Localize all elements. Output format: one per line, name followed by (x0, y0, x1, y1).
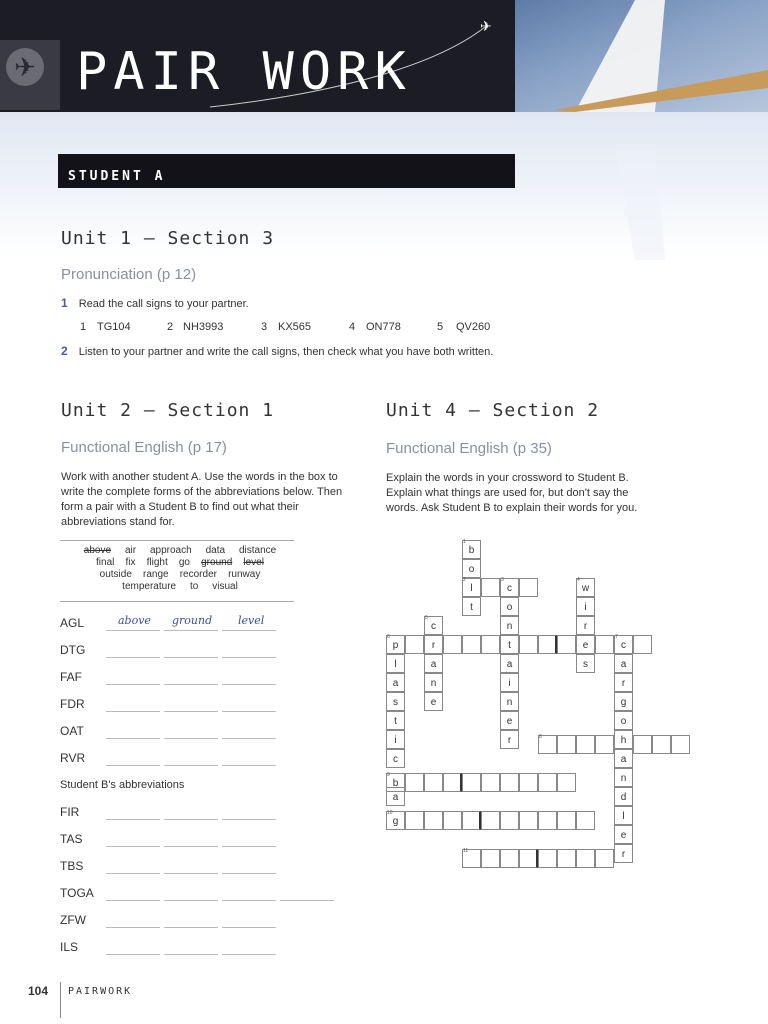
call-sign-num: 3 (261, 321, 268, 333)
crossword-cell[interactable]: g (386, 811, 405, 830)
clue-number: 7 (615, 634, 618, 640)
crossword-cell[interactable]: r (424, 635, 443, 654)
answer-blank[interactable] (106, 873, 160, 874)
crossword-cell[interactable] (519, 849, 538, 868)
unit4-heading: Unit 4 – Section 2 (386, 400, 600, 421)
crossword-cell[interactable]: a (614, 654, 633, 673)
word: distance (238, 545, 277, 556)
answer-blank[interactable] (164, 684, 218, 685)
word: level (243, 557, 264, 568)
abbr-zfw: ZFW (60, 913, 86, 927)
answer-blank[interactable] (222, 819, 276, 820)
crossword-cell[interactable] (538, 849, 557, 868)
crossword-cell[interactable]: l (614, 806, 633, 825)
page-number: 104 (28, 984, 49, 998)
answer-blank[interactable] (164, 819, 218, 820)
answer-blank[interactable] (164, 765, 218, 766)
crossword-cell[interactable]: l (386, 654, 405, 673)
answer-blank[interactable] (106, 711, 160, 712)
word-box-words (60, 545, 300, 593)
word: runway (228, 569, 261, 580)
crossword-cell[interactable]: b (386, 773, 405, 792)
crossword-cell[interactable] (462, 635, 481, 654)
clue-number: 3 (501, 577, 504, 583)
clue-number: 10 (387, 810, 393, 816)
crossword-cell[interactable]: e (576, 635, 595, 654)
clue-number: 6 (387, 634, 390, 640)
crossword-cell[interactable] (557, 635, 576, 654)
crossword-cell[interactable]: c (386, 749, 405, 768)
answer-blank[interactable] (164, 711, 218, 712)
crossword-cell[interactable] (519, 635, 538, 654)
crossword-cell[interactable]: n (424, 673, 443, 692)
answer-blank[interactable] (106, 630, 160, 631)
crossword-cell[interactable] (443, 635, 462, 654)
clue-number: 4 (577, 577, 580, 583)
crossword-cell[interactable]: c (424, 616, 443, 635)
crossword-cell[interactable]: n (500, 692, 519, 711)
answer-blank[interactable] (164, 657, 218, 658)
word: go (178, 557, 190, 568)
answer-blank[interactable] (164, 927, 218, 928)
crossword-cell[interactable] (443, 773, 462, 792)
footer-section: PAIRWORK (68, 986, 133, 997)
crossword-cell[interactable] (519, 578, 538, 597)
crossword-cell[interactable] (576, 735, 595, 754)
unit2-subheading: Functional English (p 17) (61, 439, 227, 456)
crossword-cell[interactable] (557, 735, 576, 754)
crossword-cell[interactable] (519, 811, 538, 830)
crossword-cell[interactable] (405, 635, 424, 654)
crossword-cell[interactable] (595, 849, 614, 868)
crossword-cell[interactable]: a (386, 673, 405, 692)
crossword-cell[interactable] (405, 811, 424, 830)
crossword-cell[interactable]: a (614, 749, 633, 768)
crossword-cell[interactable]: n (614, 768, 633, 787)
call-sign: ON778 (366, 321, 401, 333)
answer-blank[interactable] (222, 684, 276, 685)
crossword-cell[interactable]: t (462, 597, 481, 616)
answer-blank[interactable] (222, 738, 276, 739)
word: ground (201, 557, 233, 568)
crossword-cell[interactable] (424, 811, 443, 830)
answer-blank[interactable] (106, 765, 160, 766)
crossword-cell[interactable]: e (500, 711, 519, 730)
item-number: 1 (61, 296, 68, 310)
abbr-toga: TOGA (60, 886, 94, 900)
crossword-cell[interactable]: a (500, 654, 519, 673)
call-sign: KX565 (278, 321, 312, 333)
crossword-cell[interactable] (462, 811, 481, 830)
airplane-badge (0, 40, 60, 110)
crossword-cell[interactable]: i (386, 730, 405, 749)
svg-text:✈: ✈ (480, 19, 492, 35)
abbr-fir: FIR (60, 805, 80, 819)
unit4-subheading: Functional English (p 35) (386, 440, 552, 457)
clue-number: 9 (387, 772, 390, 778)
crossword-cell[interactable] (500, 849, 519, 868)
answer-blank[interactable] (164, 846, 218, 847)
aircraft-tail-image (515, 0, 768, 260)
airplane-icon: ✈ (6, 48, 44, 86)
crossword-cell[interactable]: t (500, 635, 519, 654)
answer-word: level (238, 614, 265, 627)
crossword-cell[interactable]: o (462, 559, 481, 578)
answer-blank[interactable] (106, 684, 160, 685)
item-text: Read the call signs to your partner. (78, 298, 249, 310)
crossword-cell[interactable]: b (462, 540, 481, 559)
unit1-subheading: Pronunciation (p 12) (61, 266, 197, 283)
abbr-faf: FAF (60, 670, 83, 684)
crossword-cell[interactable] (671, 735, 690, 754)
crossword-cell[interactable]: w (576, 578, 595, 597)
crossword-cell[interactable]: d (614, 787, 633, 806)
call-sign-num: 1 (80, 321, 87, 333)
clue-number: 11 (463, 848, 469, 854)
word: recorder (179, 569, 217, 580)
item-text: Listen to your partner and write the call signs, then check what you have both written. (78, 346, 494, 358)
crossword-cell[interactable] (633, 735, 652, 754)
unit1-item1 (61, 296, 249, 312)
crossword-cell[interactable] (538, 811, 557, 830)
answer-blank[interactable] (164, 738, 218, 739)
crossword-cell[interactable] (576, 811, 595, 830)
answer-blank[interactable] (106, 900, 160, 901)
crossword-cell[interactable]: l (462, 578, 481, 597)
answer-blank[interactable] (106, 927, 160, 928)
answer-blank[interactable] (280, 900, 334, 901)
crossword-cell[interactable] (481, 578, 500, 597)
word: approach (149, 545, 192, 556)
crossword-cell[interactable] (481, 635, 500, 654)
answer-blank[interactable] (222, 657, 276, 658)
word: outside (99, 569, 132, 580)
crossword-cell[interactable] (481, 811, 500, 830)
answer-blank[interactable] (164, 873, 218, 874)
crossword-cell[interactable] (481, 849, 500, 868)
abbr-agl: AGL (60, 616, 85, 630)
abbr-rvr: RVR (60, 751, 86, 765)
answer-blank[interactable] (164, 630, 218, 631)
crossword-cell[interactable]: a (424, 654, 443, 673)
unit2-heading: Unit 2 – Section 1 (61, 400, 275, 421)
abbr-fdr: FDR (60, 697, 85, 711)
crossword-cell[interactable] (557, 773, 576, 792)
crossword-cell[interactable] (538, 773, 557, 792)
crossword-cell[interactable]: e (424, 692, 443, 711)
unit1-heading: Unit 1 – Section 3 (61, 228, 275, 249)
student-b-label: Student B's abbreviations (60, 779, 185, 791)
answer-blank[interactable] (106, 954, 160, 955)
word: range (143, 569, 169, 580)
crossword-cell[interactable] (633, 635, 652, 654)
crossword-cell[interactable] (500, 773, 519, 792)
answer-blank[interactable] (222, 846, 276, 847)
answer-blank[interactable] (222, 711, 276, 712)
answer-blank[interactable] (106, 819, 160, 820)
crossword-cell[interactable]: h (614, 730, 633, 749)
clue-number: 1 (463, 539, 466, 545)
student-label: STUDENT A (68, 169, 166, 184)
answer-blank[interactable] (106, 738, 160, 739)
crossword-cell[interactable] (576, 849, 595, 868)
clue-number: 2 (463, 577, 466, 583)
answer-blank[interactable] (222, 630, 276, 631)
crossword-cell[interactable]: s (386, 692, 405, 711)
crossword-cell[interactable]: p (386, 635, 405, 654)
footer-divider (60, 982, 61, 1018)
abbr-oat: OAT (60, 724, 84, 738)
crossword-cell[interactable] (557, 811, 576, 830)
answer-blank[interactable] (222, 954, 276, 955)
word-row (60, 581, 300, 593)
answer-word: above (118, 614, 151, 627)
abbr-dtg: DTG (60, 643, 86, 657)
crossword-cell[interactable]: o (614, 711, 633, 730)
crossword-cell[interactable]: o (500, 597, 519, 616)
unit2-instructions: Work with another student A. Use the words in the box to write the complete forms of the abbreviations below. Then form a pair with a Student B to find out what their abbreviations stand for. (61, 471, 343, 528)
crossword-cell[interactable]: s (576, 654, 595, 673)
call-sign-num: 2 (167, 321, 174, 333)
answer-blank[interactable] (164, 954, 218, 955)
unit1-item2 (61, 344, 493, 360)
crossword-cell[interactable]: c (500, 578, 519, 597)
word: above (83, 545, 112, 556)
clue-number: 5 (425, 615, 428, 621)
answer-blank[interactable] (222, 927, 276, 928)
crossword-cell[interactable]: r (614, 673, 633, 692)
word-row (60, 569, 300, 581)
crossword-cell[interactable]: e (614, 825, 633, 844)
word: to (190, 581, 199, 592)
word: final (96, 557, 115, 568)
crossword-cell[interactable]: i (500, 673, 519, 692)
crossword-cell[interactable]: g (614, 692, 633, 711)
abbr-ils: ILS (60, 940, 79, 954)
crossword-cell[interactable] (595, 635, 614, 654)
word: fix (125, 557, 136, 568)
crossword-cell[interactable]: r (614, 844, 633, 863)
clue-number: 8 (539, 734, 542, 740)
crossword-cell[interactable]: t (386, 711, 405, 730)
call-sign-num: 4 (349, 321, 356, 333)
crossword-cell[interactable]: n (500, 616, 519, 635)
answer-blank[interactable] (222, 873, 276, 874)
item-number: 2 (61, 344, 68, 358)
crossword-cell[interactable]: r (500, 730, 519, 749)
word: air (124, 545, 137, 556)
answer-blank[interactable] (222, 900, 276, 901)
word: data (205, 545, 226, 556)
call-sign: NH3993 (183, 321, 224, 333)
unit4-instructions: Explain the words in your crossword to Student B. Explain what things are used for, but don't say the words. Ask Student B to explain their words for you. (386, 472, 638, 514)
crossword-cell[interactable] (481, 773, 500, 792)
crossword-cell[interactable] (500, 811, 519, 830)
crossword-cell[interactable] (538, 635, 557, 654)
crossword-cell[interactable]: a (386, 787, 405, 806)
crossword-cell[interactable] (424, 773, 443, 792)
word: visual (212, 581, 238, 592)
crossword-cell[interactable]: i (576, 597, 595, 616)
crossword-cell[interactable] (652, 735, 671, 754)
crossword-cell[interactable] (595, 735, 614, 754)
answer-blank[interactable] (222, 765, 276, 766)
sky-photo (515, 0, 768, 112)
answer-blank[interactable] (106, 846, 160, 847)
crossword-cell[interactable] (519, 773, 538, 792)
crossword-cell[interactable] (405, 773, 424, 792)
word-row (60, 545, 300, 557)
abbr-tas: TAS (60, 832, 83, 846)
word-row (60, 557, 300, 569)
page-title: PAIR WORK (76, 42, 412, 102)
call-sign: QV260 (456, 321, 491, 333)
answer-blank[interactable] (164, 900, 218, 901)
crossword-cell[interactable] (462, 773, 481, 792)
word: temperature (122, 581, 177, 592)
abbr-tbs: TBS (60, 859, 84, 873)
answer-word: ground (172, 614, 213, 627)
call-sign: TG104 (97, 321, 131, 333)
crossword-cell[interactable] (557, 849, 576, 868)
crossword-cell[interactable]: r (576, 616, 595, 635)
crossword-cell[interactable] (443, 811, 462, 830)
word: flight (146, 557, 168, 568)
call-sign-num: 5 (437, 321, 444, 333)
answer-blank[interactable] (106, 657, 160, 658)
crossword-cell[interactable]: c (614, 635, 633, 654)
